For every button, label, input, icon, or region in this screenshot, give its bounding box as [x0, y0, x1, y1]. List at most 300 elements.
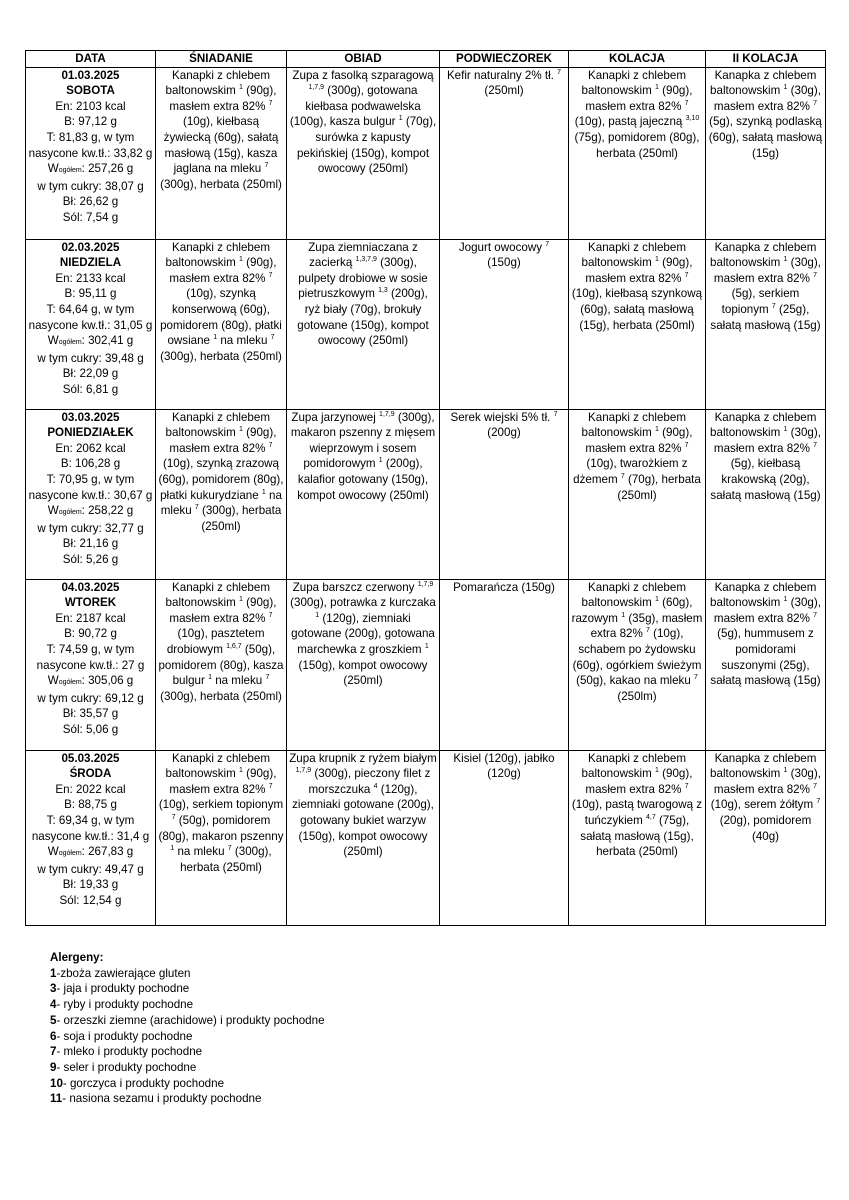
day-row	[26, 409, 826, 579]
meal-text: Kisiel (120g), jabłko (120g)	[453, 751, 555, 781]
allergen-marker: 3,10	[685, 115, 700, 123]
allergen-marker: 1,7,9	[295, 767, 312, 775]
breakfast-cell	[156, 579, 287, 750]
meal-text: na mleku	[211, 674, 266, 688]
allergen-marker: 1	[655, 426, 659, 434]
allergen-description: - gorczyca i produkty pochodne	[62, 1076, 225, 1090]
meal-text: Kanapka z chlebem baltonowskim	[710, 68, 817, 98]
meal-text: (300g), gotowana kiełbasa podwawelska (100g), kasza bulgur	[289, 84, 421, 129]
nutrition-value: En: 2103 kcal	[55, 99, 126, 113]
meal-text: Kanapki z chlebem baltonowskim	[581, 410, 686, 440]
meal-text: (90g), masłem extra 82%	[585, 767, 693, 796]
allergen-marker: 7	[684, 271, 689, 279]
nutrition-value: B: 88,75 g	[64, 798, 117, 812]
allergen-number: 3	[50, 982, 57, 996]
nutrition-line	[28, 351, 153, 367]
meal-text: na mleku	[217, 334, 271, 348]
allergen-marker: 7	[557, 68, 562, 76]
carbs-symbol: W	[47, 845, 59, 859]
nutrition-line	[28, 210, 153, 226]
nutrition-value: En: 2022 kcal	[55, 782, 126, 796]
second-dinner-cell	[706, 750, 826, 925]
allergen-marker: 1	[239, 426, 243, 434]
breakfast-cell	[156, 409, 287, 579]
day-summary-cell	[26, 239, 156, 409]
allergen-number: 9	[50, 1060, 57, 1074]
meal-text: (60g), razowym	[571, 596, 693, 625]
meal-text: (5g), szynką podlaską (60g), sałatą masłową (15g)	[708, 115, 823, 160]
allergen-number: 1	[50, 966, 57, 980]
nutrition-value: Bł: 19,33 g	[62, 878, 119, 892]
allergen-marker: 1	[655, 767, 659, 775]
nutrition-line	[28, 691, 153, 707]
menu-table	[25, 50, 826, 926]
nutrition-value: Sól: 5,26 g	[62, 552, 119, 566]
meal-text: (90g), masłem extra 82%	[169, 256, 277, 285]
allergen-marker: 1	[783, 767, 788, 775]
meal-text: (300g), herbata (250ml)	[198, 504, 282, 533]
day-date: 03.03.2025	[61, 410, 120, 424]
nutrition-line	[28, 893, 153, 909]
allergen-item	[50, 981, 325, 997]
meal-text: (300g), herbata (250ml)	[160, 349, 282, 363]
meal-text: (10g), schabem po żydowsku (60g), ogórkiem świeżym (50g), kakao na mleku	[572, 627, 702, 688]
meal-text: (10g), kiełbasą szynkową (60g), sałatą masłową (15g), herbata (250ml)	[571, 287, 703, 332]
nutrition-line	[28, 302, 153, 333]
nutrition-line	[28, 382, 153, 398]
nutrition-value: T: 81,83 g, w tym nasycone kw.tł.: 33,82 g	[28, 130, 153, 160]
nutrition-line	[28, 99, 153, 115]
allergen-marker: 7	[268, 782, 273, 790]
breakfast-cell	[156, 239, 287, 409]
allergen-marker: 7	[813, 271, 818, 279]
allergen-description: -zboża zawierające gluten	[56, 966, 191, 980]
allergen-marker: 1	[783, 596, 788, 604]
nutrition-line	[28, 161, 153, 179]
header-afternoon-snack: PODWIECZOREK	[440, 51, 569, 68]
allergen-marker: 4	[373, 782, 378, 790]
allergen-marker: 7	[684, 99, 689, 107]
day-name: ŚRODA	[69, 767, 112, 781]
meal-text: (120g), ziemniaki gotowane (200g), gotowany bukiet warzyw (150g), kompot owocowy (250ml)	[292, 782, 434, 859]
day-name: PONIEDZIAŁEK	[47, 426, 134, 440]
day-name: NIEDZIELA	[59, 256, 122, 270]
nutrition-value: T: 70,95 g, w tym nasycone kw.tł.: 30,67 g	[28, 472, 153, 502]
afternoon-snack-cell	[440, 409, 569, 579]
allergen-number: 5	[50, 1013, 57, 1027]
nutrition-value: Bł: 21,16 g	[62, 537, 119, 551]
allergen-marker: 1	[239, 256, 243, 264]
meal-text: (300g), pieczony filet z morszczuka	[308, 767, 431, 796]
nutrition-value: T: 64,64 g, w tym nasycone kw.tł.: 31,05 g	[28, 302, 153, 332]
meal-text: (10g), szynką zrazową (60g), pomidorem (80g), płatki kukurydziane	[158, 457, 284, 502]
meal-text: na mleku	[160, 488, 282, 518]
nutrition-value: Sól: 6,81 g	[62, 382, 119, 396]
menu-body	[26, 67, 826, 925]
allergen-marker: 7	[268, 99, 273, 107]
nutrition-value: w tym cukry: 69,12 g	[37, 691, 144, 705]
meal-text: (10g), szynką konserwową (60g), pomidorem (80g), płatki owsiane	[160, 287, 282, 348]
carbs-symbol: W	[47, 334, 59, 348]
nutrition-value: T: 74,59 g, w tym nasycone kw.tł.: 27 g	[36, 642, 145, 672]
meal-text: Kanapka z chlebem baltonowskim	[710, 410, 817, 440]
allergen-marker: 7	[646, 627, 650, 635]
allergen-description: - mleko i produkty pochodne	[56, 1045, 203, 1059]
allergen-legend	[50, 950, 325, 1107]
lunch-cell	[287, 579, 440, 750]
nutrition-line	[28, 642, 153, 673]
nutrition-value: Sól: 7,54 g	[62, 210, 119, 224]
carbs-symbol: W	[47, 162, 59, 176]
allergen-item	[50, 1060, 325, 1076]
meal-text: (10g), serem żółtym	[710, 798, 817, 812]
meal-text: Zupa jarzynowej	[291, 410, 380, 424]
allergen-marker: 7	[620, 473, 625, 481]
allergen-item	[50, 1091, 325, 1107]
nutrition-line	[28, 552, 153, 568]
dinner-cell	[569, 750, 706, 925]
allergen-marker: 1	[239, 767, 243, 775]
lunch-cell	[287, 239, 440, 409]
afternoon-snack-cell	[440, 750, 569, 925]
meal-text: (25g), sałatą masłową (15g)	[710, 302, 821, 332]
meal-text: Kanapki z chlebem baltonowskim	[165, 240, 270, 270]
allergen-marker: 1,6,7	[226, 643, 242, 651]
nutrition-value: w tym cukry: 39,48 g	[37, 351, 144, 365]
allergen-list	[50, 966, 325, 1107]
day-row	[26, 239, 826, 409]
allergen-marker: 1,7,9	[417, 580, 434, 588]
allergen-marker: 1,7,9	[379, 410, 395, 418]
allergen-marker: 1	[783, 426, 788, 434]
header-dinner: KOLACJA	[569, 51, 706, 68]
allergen-marker: 1	[655, 84, 659, 92]
allergen-number: 4	[50, 998, 57, 1012]
allergen-marker: 7	[553, 410, 558, 418]
meal-text: Kanapki z chlebem baltonowskim	[165, 751, 270, 781]
allergen-marker: 1	[783, 256, 788, 264]
nutrition-line	[28, 626, 153, 642]
nutrition-value: B: 90,72 g	[64, 627, 117, 641]
allergen-marker: 7	[545, 240, 550, 248]
nutrition-line	[28, 722, 153, 738]
nutrition-value: w tym cukry: 32,77 g	[37, 521, 144, 535]
nutrition-value: Bł: 26,62 g	[62, 195, 119, 209]
header-row	[26, 51, 826, 68]
meal-text: (200g)	[487, 426, 521, 440]
nutrition-line	[28, 286, 153, 302]
nutrition-line	[28, 130, 153, 161]
allergen-number: 10	[50, 1076, 63, 1090]
meal-text: (10g), serkiem topionym	[158, 798, 284, 812]
carbs-subscript: ogółem	[58, 339, 82, 347]
allergen-marker: 1,3,7,9	[355, 256, 377, 264]
meal-text: (30g), masłem extra 82%	[713, 426, 821, 455]
allergen-marker: 7	[264, 162, 269, 170]
meal-text: (10g), pasztetem drobiowym	[166, 627, 265, 656]
nutrition-line	[28, 844, 153, 862]
meal-text: (300g), potrawka z kurczaka	[290, 596, 436, 610]
second-dinner-cell	[706, 579, 826, 750]
nutrition-line	[28, 271, 153, 287]
meal-text: Zupa z fasolką szparagową	[292, 68, 434, 82]
meal-text: (50g), pomidorem (80g), makaron pszenny	[158, 813, 284, 843]
meal-text: (50g), pomidorem (80g), kasza bulgur	[158, 642, 284, 688]
meal-text: Kanapka z chlebem baltonowskim	[710, 240, 817, 270]
day-summary-cell	[26, 67, 156, 239]
allergen-number: 11	[50, 1092, 63, 1106]
allergen-marker: 7	[684, 782, 689, 790]
meal-text: Kefir naturalny 2% tł.	[446, 68, 558, 82]
dinner-cell	[569, 239, 706, 409]
meal-text: (90g), masłem extra 82%	[169, 767, 277, 796]
meal-text: (30g), masłem extra 82%	[713, 767, 821, 796]
nutrition-line	[28, 456, 153, 472]
day-row	[26, 579, 826, 750]
nutrition-line	[28, 706, 153, 722]
meal-text: (200g), kalafior gotowany (150g), kompot owocowy (250ml)	[297, 457, 429, 502]
nutrition-line	[28, 782, 153, 798]
meal-text: (35g), masłem extra 82%	[590, 611, 703, 641]
allergen-marker: 4,7	[645, 814, 656, 822]
dinner-cell	[569, 67, 706, 239]
allergen-item	[50, 997, 325, 1013]
allergen-marker: 7	[813, 441, 818, 449]
nutrition-line	[28, 114, 153, 130]
lunch-cell	[287, 409, 440, 579]
nutrition-value: Bł: 35,57 g	[62, 707, 119, 721]
meal-text: (300g), herbata (250ml)	[160, 689, 282, 703]
header-second-dinner: II KOLACJA	[706, 51, 826, 68]
allergen-marker: 7	[268, 271, 273, 279]
nutrition-value: Sól: 12,54 g	[59, 893, 122, 907]
allergen-marker: 1	[378, 457, 383, 465]
meal-text: (90g), masłem extra 82%	[169, 426, 277, 455]
meal-text: (90g), masłem extra 82%	[585, 426, 693, 455]
allergen-marker: 1	[783, 84, 788, 92]
allergen-item	[50, 966, 325, 982]
meal-text: (300g), pulpety drobiowe w sosie pietruszkowym	[298, 256, 428, 301]
meal-text: (75g), pomidorem (80g), herbata (250ml)	[574, 130, 700, 160]
meal-text: (250lm)	[617, 689, 657, 703]
meal-text: (150g), kompot owocowy (250ml)	[298, 658, 428, 688]
day-summary-cell	[26, 579, 156, 750]
meal-text: Kanapki z chlebem baltonowskim	[165, 580, 270, 610]
allergen-marker: 7	[265, 674, 270, 682]
carbs-symbol: W	[47, 674, 59, 688]
allergen-marker: 1	[208, 674, 212, 682]
meal-text: Zupa krupnik z ryżem białym	[289, 751, 437, 765]
meal-text: Kanapki z chlebem baltonowskim	[581, 580, 686, 610]
afternoon-snack-cell	[440, 67, 569, 239]
allergen-marker: 7	[684, 441, 689, 449]
header-breakfast: ŚNIADANIE	[156, 51, 287, 68]
meal-text: (300g), herbata (250ml)	[180, 845, 272, 874]
meal-text: Kanapki z chlebem baltonowskim	[581, 751, 686, 781]
afternoon-snack-cell	[440, 239, 569, 409]
meal-text: (90g), masłem extra 82%	[169, 596, 277, 625]
allergen-number: 6	[50, 1029, 57, 1043]
allergen-description: - ryby i produkty pochodne	[56, 998, 194, 1012]
nutrition-line	[28, 862, 153, 878]
carbs-subscript: ogółem	[58, 850, 82, 858]
allergen-item	[50, 1076, 325, 1092]
allergen-marker: 7	[268, 441, 273, 449]
allergen-marker: 7	[194, 504, 199, 512]
day-row	[26, 750, 826, 925]
allergen-marker: 7	[227, 845, 232, 853]
meal-text: (5g), serkiem topionym	[721, 287, 800, 316]
allergen-number: 7	[50, 1045, 57, 1059]
second-dinner-cell	[706, 67, 826, 239]
nutrition-line	[28, 366, 153, 382]
meal-text: (10g), pastą jajeczną	[574, 115, 686, 129]
meal-text: (30g), masłem extra 82%	[713, 596, 821, 625]
allergen-marker: 7	[171, 814, 176, 822]
nutrition-line	[28, 536, 153, 552]
lunch-cell	[287, 750, 440, 925]
meal-text: (75g), sałatą masłową (15g), herbata (250ml)	[580, 813, 694, 859]
second-dinner-cell	[706, 409, 826, 579]
allergen-marker: 1	[398, 115, 403, 123]
allergen-marker: 1	[655, 596, 659, 604]
meal-text: (90g), masłem extra 82%	[585, 256, 693, 285]
dinner-cell	[569, 579, 706, 750]
allergen-marker: 1,3	[378, 287, 388, 295]
nutrition-line	[28, 673, 153, 691]
allergen-marker: 7	[694, 674, 698, 682]
meal-text: (20g), pomidorem (40g)	[719, 813, 812, 843]
nutrition-value: En: 2062 kcal	[55, 441, 126, 455]
allergen-marker: 1	[621, 611, 626, 619]
nutrition-value: En: 2133 kcal	[55, 271, 126, 285]
carbs-subscript: ogółem	[58, 679, 82, 687]
meal-text: (5g), hummusem z pomidorami suszonymi (25g), sałatą masłową (15g)	[710, 627, 821, 688]
nutrition-value: T: 69,34 g, w tym nasycone kw.tł.: 31,4 g	[31, 813, 150, 843]
meal-text: (10g), twarożkiem z dżemem	[573, 457, 688, 486]
nutrition-line	[28, 179, 153, 195]
nutrition-value: Bł: 22,09 g	[62, 367, 119, 381]
allergen-description: - seler i produkty pochodne	[56, 1060, 197, 1074]
allergen-title: Alergeny:	[50, 951, 104, 964]
carbs-subscript: ogółem	[58, 167, 82, 175]
nutrition-value: : 257,26 g	[81, 162, 134, 176]
meal-text: Pomarańcza (150g)	[453, 580, 555, 594]
day-name: WTOREK	[64, 596, 117, 610]
allergen-marker: 1	[239, 84, 243, 92]
nutrition-value: B: 106,28 g	[60, 457, 121, 471]
meal-text: (90g), masłem extra 82%	[585, 84, 693, 113]
nutrition-value: w tym cukry: 49,47 g	[37, 862, 144, 876]
nutrition-value: B: 97,12 g	[64, 115, 117, 129]
allergen-marker: 1,7,9	[308, 84, 325, 92]
header-lunch: OBIAD	[287, 51, 440, 68]
allergen-marker: 1	[424, 643, 429, 651]
meal-text: (10g), kiełbasą żywiecką (60g), sałatą masłową (15g), kasza jaglana na mleku	[163, 115, 279, 176]
meal-text: Kanapki z chlebem baltonowskim	[165, 410, 270, 440]
meal-text: Kanapka z chlebem baltonowskim	[710, 751, 817, 781]
nutrition-value: : 302,41 g	[81, 334, 134, 348]
nutrition-line	[28, 521, 153, 537]
allergen-marker: 7	[816, 798, 821, 806]
allergen-description: - nasiona sezamu i produkty pochodne	[62, 1092, 262, 1106]
nutrition-line	[28, 503, 153, 521]
day-date: 02.03.2025	[61, 240, 120, 254]
allergen-marker: 1	[170, 845, 175, 853]
meal-text: Kanapki z chlebem baltonowskim	[165, 68, 270, 98]
allergen-marker: 1	[315, 611, 320, 619]
meal-text: Zupa barszcz czerwony	[292, 580, 418, 594]
meal-text: (120g), ziemniaki gotowane (200g), gotowana marchewka z groszkiem	[291, 611, 435, 656]
meal-text: (250ml)	[484, 84, 524, 98]
allergen-marker: 1	[213, 334, 218, 342]
day-date: 05.03.2025	[61, 751, 120, 765]
meal-text: Jogurt owocowy	[458, 240, 546, 254]
nutrition-line	[28, 877, 153, 893]
breakfast-cell	[156, 67, 287, 239]
day-date: 04.03.2025	[61, 580, 120, 594]
nutrition-value: B: 95,11 g	[64, 287, 117, 301]
day-summary-cell	[26, 750, 156, 925]
meal-text: na mleku	[174, 845, 228, 859]
meal-text: Kanapki z chlebem baltonowskim	[581, 68, 686, 98]
meal-text: (300g), makaron pszenny z mięsem wieprzowym i sosem pomidorowym	[290, 410, 436, 471]
nutrition-line	[28, 611, 153, 627]
meal-text: (70g), herbata (250ml)	[617, 472, 701, 502]
day-row	[26, 67, 826, 239]
meal-text: Kanapka z chlebem baltonowskim	[710, 580, 817, 610]
nutrition-value: : 305,06 g	[81, 674, 134, 688]
meal-text: Kanapki z chlebem baltonowskim	[581, 240, 686, 270]
nutrition-value: : 267,83 g	[81, 845, 134, 859]
carbs-symbol: W	[47, 504, 59, 518]
meal-text: (200g), ryż biały (70g), brokuły gotowane (150g), kompot owocowy (250ml)	[297, 287, 429, 348]
meal-text: (300g), herbata (250ml)	[160, 177, 282, 191]
nutrition-line	[28, 813, 153, 844]
nutrition-line	[28, 472, 153, 503]
nutrition-line	[28, 441, 153, 457]
nutrition-value: : 258,22 g	[81, 504, 134, 518]
nutrition-line	[28, 797, 153, 813]
dinner-cell	[569, 409, 706, 579]
meal-text: (90g), masłem extra 82%	[169, 84, 277, 113]
day-summary-cell	[26, 409, 156, 579]
allergen-item	[50, 1029, 325, 1045]
meal-text: Serek wiejski 5% tł.	[450, 410, 554, 424]
day-name: SOBOTA	[66, 84, 115, 98]
allergen-marker: 7	[771, 303, 776, 311]
meal-text: (70g), surówka z kapusty pekińskiej (150g), kompot owocowy (250ml)	[296, 115, 437, 176]
afternoon-snack-cell	[440, 579, 569, 750]
allergen-marker: 1	[239, 596, 243, 604]
allergen-marker: 7	[813, 611, 818, 619]
allergen-item	[50, 1013, 325, 1029]
carbs-subscript: ogółem	[58, 509, 82, 517]
breakfast-cell	[156, 750, 287, 925]
allergen-description: - soja i produkty pochodne	[56, 1029, 193, 1043]
allergen-marker: 7	[268, 611, 273, 619]
allergen-marker: 7	[813, 99, 818, 107]
lunch-cell	[287, 67, 440, 239]
meal-text: (5g), kiełbasą krakowską (20g), sałatą masłową (15g)	[710, 457, 821, 502]
meal-text: Zupa ziemniaczana z zacierką	[308, 240, 418, 270]
allergen-marker: 1	[261, 488, 266, 496]
header-date: DATA	[26, 51, 156, 68]
meal-text: (30g), masłem extra 82%	[713, 256, 821, 285]
second-dinner-cell	[706, 239, 826, 409]
allergen-description: - jaja i produkty pochodne	[56, 982, 190, 996]
nutrition-value: w tym cukry: 38,07 g	[37, 179, 144, 193]
